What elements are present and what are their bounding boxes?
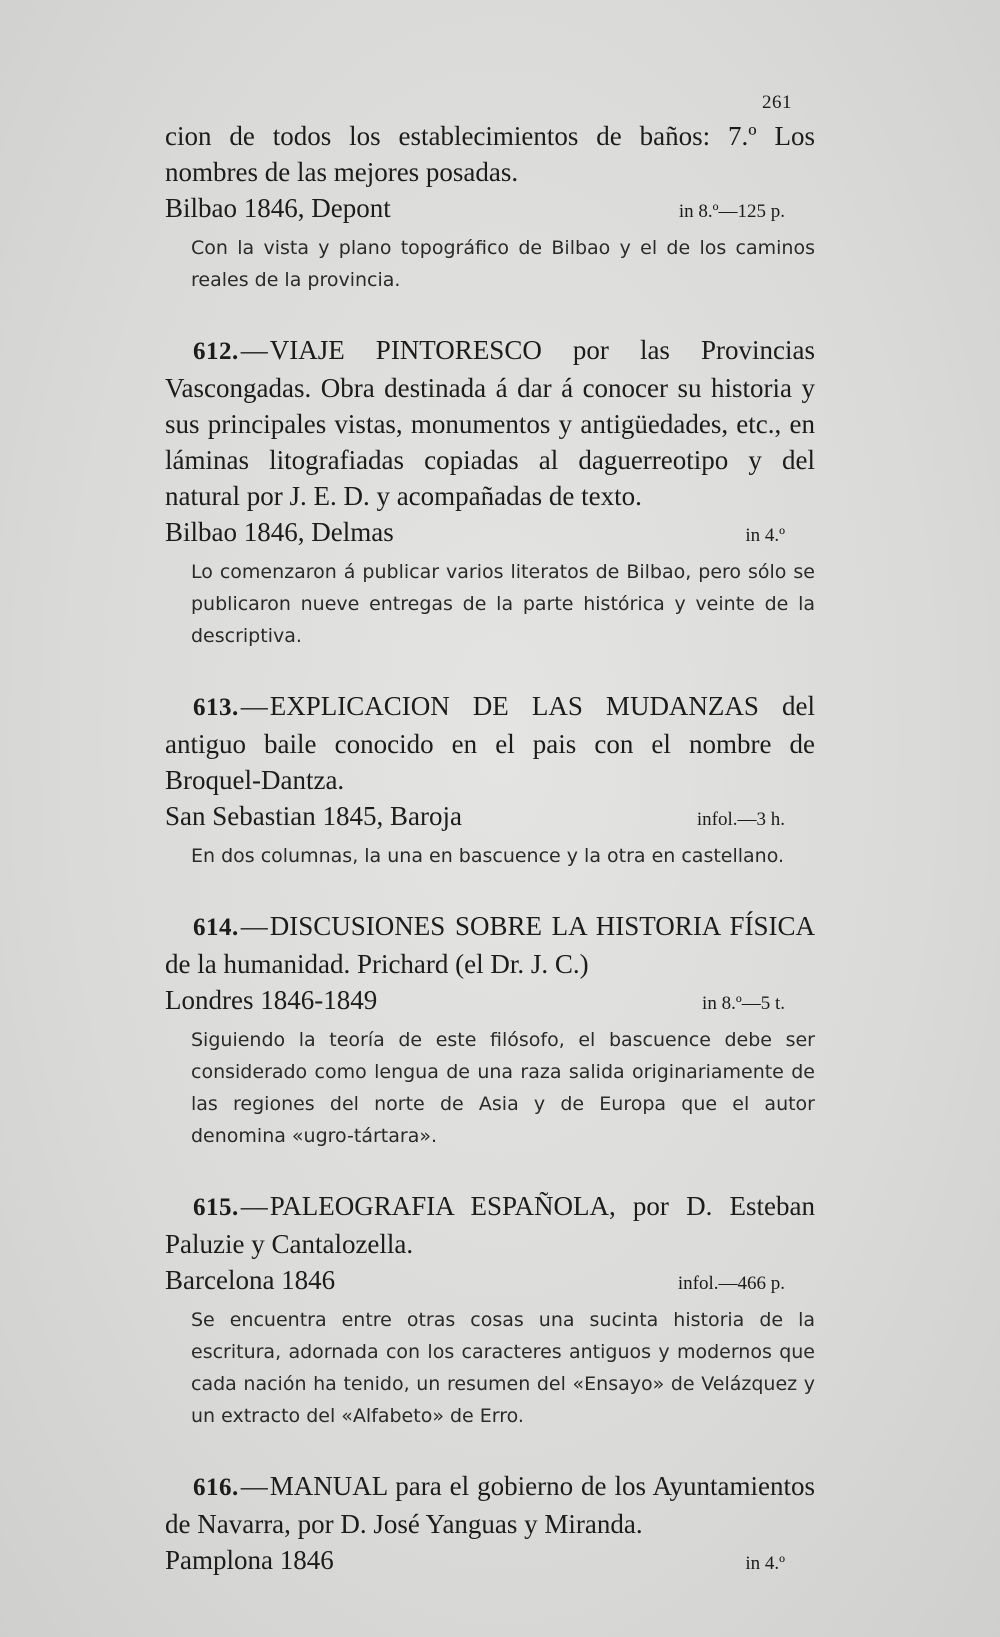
page-content	[165, 118, 815, 1582]
imprint-format: infol.—466 p.	[677, 1273, 785, 1294]
entry-number: 614.	[193, 914, 239, 941]
imprint-format: in 4.º	[745, 525, 785, 546]
entry-614	[165, 908, 815, 1152]
imprint-format: in 8.º—125 p.	[678, 201, 785, 222]
entry-note: Con la vista y plano topográfico de Bilbao y el de los caminos reales de la provincia.	[191, 237, 815, 291]
imprint-place-date: Londres 1846-1849	[165, 985, 378, 1015]
entry-text: 612.—VIAJE PINTORESCO por las Provincias Vascongadas. Obra destinada á dar á conocer su historia y sus principales vistas, monumentos y antigüedades, etc., en láminas litografiadas copiadas al daguerreotipo y del natural por J. E. D. y acompañadas de texto.	[165, 335, 815, 511]
entry-612	[165, 332, 815, 652]
entry-title: PALEOGRAFIA ESPAÑOLA, por D. Esteban Paluzie y Cantalozella.	[165, 1191, 815, 1259]
imprint-place-date: Barcelona 1846	[165, 1265, 336, 1295]
entry-title: EXPLICACION DE LAS MUDANZAS del antiguo baile conocido en el pais con el nombre de Broquel-Dantza.	[165, 691, 815, 795]
entry-number: 612.	[193, 338, 239, 365]
entry-615	[165, 1188, 815, 1432]
entry-number: 613.	[193, 694, 239, 721]
entry-imprint	[165, 798, 815, 838]
entry-imprint	[165, 1262, 815, 1302]
entry-613	[165, 688, 815, 872]
entry-616	[165, 1468, 815, 1582]
entry-text: 615.—PALEOGRAFIA ESPAÑOLA, por D. Esteban Paluzie y Cantalozella.	[165, 1191, 815, 1259]
entry-text: cion de todos los establecimientos de baños: 7.º Los nombres de las mejores posadas.	[165, 121, 815, 187]
continued-entry	[165, 118, 815, 296]
entry-number: 616.	[193, 1474, 239, 1501]
entry-title: DISCUSIONES SOBRE LA HISTORIA FÍSICA de la humanidad. Prichard (el Dr. J. C.)	[165, 911, 815, 979]
entry-note: En dos columnas, la una en bascuence y la otra en castellano.	[191, 845, 785, 867]
imprint-place-date: Bilbao 1846, Delmas	[165, 517, 394, 547]
entry-note: Se encuentra entre otras cosas una sucinta historia de la escritura, adornada con los caracteres antiguos y modernos que cada nación ha tenido, un resumen del «Ensayo» de Velázquez y un extracto del «Alfabeto» de Erro.	[191, 1309, 815, 1427]
entry-title: VIAJE PINTORESCO por las Provincias Vascongadas. Obra destinada á dar á conocer su historia y sus principales vistas, monumentos y antigüedades, etc., en láminas litografiadas copiadas al daguerreotipo y del natural por J. E. D. y acompañadas de texto.	[165, 335, 815, 511]
entry-text: 613.—EXPLICACION DE LAS MUDANZAS del antiguo baile conocido en el pais con el nombre de Broquel-Dantza.	[165, 691, 815, 795]
entry-text: 614.—DISCUSIONES SOBRE LA HISTORIA FÍSICA de la humanidad. Prichard (el Dr. J. C.)	[165, 911, 815, 979]
imprint-place-date: Bilbao 1846, Depont	[165, 193, 391, 223]
imprint-format: in 4.º	[745, 1553, 785, 1574]
entry-imprint	[165, 190, 815, 230]
entry-imprint	[165, 514, 815, 554]
imprint-format: in 8.º—5 t.	[702, 993, 785, 1014]
entry-note: Siguiendo la teoría de este filósofo, el bascuence debe ser considerado como lengua de una raza salida originariamente de las regiones del norte de Asia y de Europa que el autor denomina «ugro-tártara».	[191, 1029, 815, 1147]
entry-note: Lo comenzaron á publicar varios literatos de Bilbao, pero sólo se publicaron nueve entregas de la parte histórica y veinte de la descriptiva.	[191, 561, 815, 647]
imprint-place-date: Pamplona 1846	[165, 1545, 334, 1575]
entry-title: MANUAL para el gobierno de los Ayuntamientos de Navarra, por D. José Yanguas y Miranda.	[165, 1471, 815, 1539]
entry-imprint	[165, 1542, 815, 1582]
entry-number: 615.	[193, 1194, 239, 1221]
imprint-place-date: San Sebastian 1845, Baroja	[165, 801, 462, 831]
imprint-format: infol.—3 h.	[696, 809, 785, 830]
page-number: 261	[762, 92, 792, 113]
entry-text: 616.—MANUAL para el gobierno de los Ayuntamientos de Navarra, por D. José Yanguas y Miranda.	[165, 1471, 815, 1539]
entry-imprint	[165, 982, 815, 1022]
